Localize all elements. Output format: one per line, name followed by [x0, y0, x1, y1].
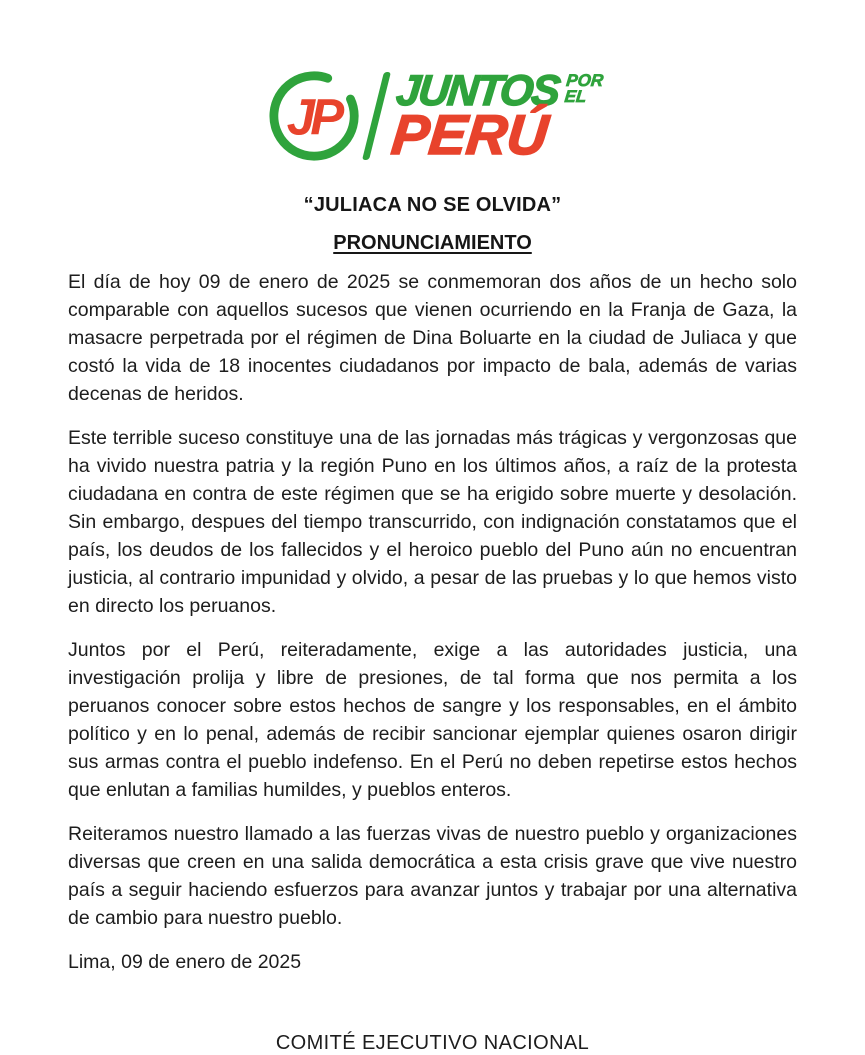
footer-committee: COMITÉ EJECUTIVO NACIONAL: [275, 1032, 590, 1054]
body-paragraph-4: Reiteramos nuestro llamado a las fuerzas vivas de nuestro pueblo y organizaciones diversas que creen en una salida democrática a esta crisis grave que vive nuestro país a seguir haciendo esfuerzos para avanzar juntos y trabajar por una alternativa de cambio para nuestro pueblo.: [68, 823, 797, 929]
body-paragraph-3: Juntos por el Perú, reiteradamente, exige a las autoridades justicia, una investigación prolija y libre de presiones, de tal forma que nos permita a los peruanos conocer sobre estos hechos de sangre y los responsables, en el ámbito político y en lo penal, además de recibir sancionar ejemplar quienes osaron dirigir sus armas contra el pueblo indefenso. En el Perú no deben repetirse estos hechos que enlutan a familias humildes, y pueblos enteros.: [68, 639, 797, 801]
jp-monogram-icon: [265, 62, 363, 171]
logo-slash-icon: [362, 72, 391, 160]
date-line: Lima, 09 de enero de 2025: [68, 951, 302, 973]
document-body: [68, 268, 797, 976]
pronouncement-title-text: PRONUNCIAMIENTO: [333, 232, 532, 254]
logo-wordmark: [389, 66, 605, 166]
document-page: [0, 60, 865, 1054]
body-paragraph-2: Este terrible suceso constituye una de las jornadas más trágicas y vergonzosas que ha vivido nuestra patria y la región Puno en los últimos años, a raíz de la protesta ciudadana en contra de este régimen que se ha erigido sobre muerte y desolación. Sin embargo, despues del tiempo transcurrido, con indignación constatamos que el país, los deudos de los fallecidos y el heroico pueblo del Puno aún no encuentran justicia, al contrario impunidad y olvido, a pesar de las pruebas y lo que hemos visto en directo los peruanos.: [68, 427, 797, 617]
logo-peru-text: PERÚ: [389, 102, 552, 166]
pronouncement-title: [68, 232, 797, 255]
svg-text:JP: JP: [287, 88, 340, 146]
logo-el-text: EL: [563, 86, 588, 106]
logo-juntos-text: JUNTOS: [394, 66, 562, 115]
logo-por-text: POR: [565, 70, 605, 90]
slogan-heading: “JULIACA NO SE OLVIDA”: [303, 194, 562, 216]
logo-por-el-text: [563, 70, 605, 106]
jp-logo: [68, 60, 797, 172]
body-paragraph-1: El día de hoy 09 de enero de 2025 se conmemoran dos años de un hecho solo comparable con aquellos sucesos que vienen ocurriendo en la Franja de Gaza, la masacre perpetrada por el régimen de Dina Boluarte en la ciudad de Juliaca y que costó la vida de 18 inocentes ciudadanos por impacto de bala, además de varias decenas de heridos.: [68, 271, 797, 405]
